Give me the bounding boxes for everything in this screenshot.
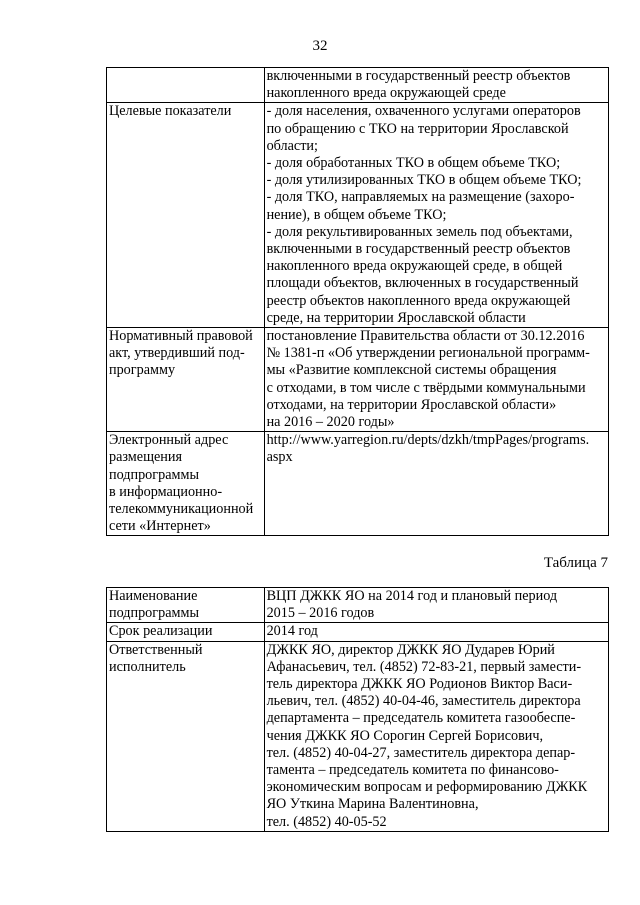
cell-text-line: мы «Развитие комплексной системы обращения xyxy=(266,362,557,379)
row-label-cell xyxy=(107,432,265,536)
row-label-cell xyxy=(107,623,265,641)
cell-text-line: 2014 год xyxy=(266,623,318,640)
cell-text-line: тел. (4852) 40-04-27, заместитель директора депар- xyxy=(266,744,576,761)
table-row xyxy=(107,623,609,641)
cell-text-line: на 2016 – 2020 годы» xyxy=(266,414,395,431)
table-7-body xyxy=(107,588,609,832)
row-label-cell xyxy=(107,103,265,328)
cell-text-line: нение), в общем объеме ТКО; xyxy=(266,206,447,223)
table-row xyxy=(107,588,609,623)
cell-text-line: Электронный адрес xyxy=(109,432,229,449)
cell-text-line: подпрограммы xyxy=(109,466,199,483)
cell-text-line: Нормативный правовой xyxy=(109,328,253,345)
cell-text-line: акт, утвердивший под- xyxy=(109,345,245,362)
table-row xyxy=(107,103,609,328)
cell-text-line: программу xyxy=(109,362,176,379)
cell-text-line: телекоммуникационной xyxy=(109,501,254,518)
cell-text-line: департамента – председатель комитета газообеспе- xyxy=(266,710,576,727)
cell-text-line: - доля рекультивированных земель под объектами, xyxy=(266,223,573,240)
table-row xyxy=(107,641,609,831)
row-value-cell xyxy=(264,588,608,623)
cell-text-line: 2015 – 2016 годов xyxy=(266,605,375,622)
row-value-cell xyxy=(264,68,608,103)
row-value-cell xyxy=(264,641,608,831)
cell-text-line: Афанасьевич, тел. (4852) 72-83-21, первый замести- xyxy=(266,658,582,675)
table-6 xyxy=(106,67,609,536)
cell-text-line: льевич, тел. (4852) 40-04-46, заместитель директора xyxy=(266,693,581,710)
cell-text-line: включенными в государственный реестр объектов xyxy=(266,68,571,84)
row-value-cell xyxy=(264,103,608,328)
cell-text-line: реестр объектов накопленного вреда окружающей xyxy=(266,292,571,309)
row-label-cell xyxy=(107,641,265,831)
cell-text-line: с отходами, в том числе с твёрдыми коммунальными xyxy=(266,379,586,396)
cell-text-line: Ответственный xyxy=(109,641,203,658)
cell-text-line: - доля ТКО, направляемых на размещение (захоро- xyxy=(266,189,575,206)
row-label-cell xyxy=(107,588,265,623)
row-value-cell xyxy=(264,328,608,432)
cell-text-line: подпрограммы xyxy=(109,605,199,622)
cell-text-line: отходами, на территории Ярославской области» xyxy=(266,396,557,413)
page-number: 32 xyxy=(312,38,328,54)
cell-text-line: экономическим вопросам и реформированию ДЖКК xyxy=(266,779,588,796)
cell-text-line: - доля обработанных ТКО в общем объеме ТКО; xyxy=(266,155,561,172)
cell-text-line: ЯО Уткина Марина Валентиновна, xyxy=(266,796,479,813)
cell-text-line: тель директора ДЖКК ЯО Родионов Виктор Васи- xyxy=(266,676,573,693)
cell-text-line: aspx xyxy=(266,449,293,466)
cell-text-line: - доля утилизированных ТКО в общем объеме ТКО; xyxy=(266,172,582,189)
cell-text-line: размещения xyxy=(109,449,183,466)
cell-text-line: Срок реализации xyxy=(109,623,213,640)
row-label-cell xyxy=(107,68,265,103)
cell-text-line: сети «Интернет» xyxy=(109,518,211,535)
cell-text-line: исполнитель xyxy=(109,658,186,675)
row-value-cell xyxy=(264,623,608,641)
table-7 xyxy=(106,587,609,832)
cell-text-line: области; xyxy=(266,137,318,154)
cell-text-line: тамента – председатель комитета по финансово- xyxy=(266,762,559,779)
table-6-body xyxy=(107,68,609,536)
cell-text-line: площади объектов, включенных в государственный xyxy=(266,275,579,292)
cell-text-line: чения ДЖКК ЯО Сорогин Сергей Борисович, xyxy=(266,727,544,744)
table-row xyxy=(107,68,609,103)
table-row xyxy=(107,328,609,432)
table-7-caption: Таблица 7 xyxy=(543,555,608,571)
table-row xyxy=(107,432,609,536)
cell-text-line: ВЦП ДЖКК ЯО на 2014 год и плановый период xyxy=(266,588,558,604)
cell-text-line: - доля населения, охваченного услугами операторов xyxy=(266,103,581,120)
cell-text-line: № 1381-п «Об утверждении региональной программ- xyxy=(266,345,590,362)
cell-text-line: Целевые показатели xyxy=(109,103,232,120)
cell-text-line: тел. (4852) 40-05-52 xyxy=(266,813,387,830)
cell-text-line: среде, на территории Ярославской области xyxy=(266,309,526,326)
cell-text-line: http://www.yarregion.ru/depts/dzkh/tmpPages/programs. xyxy=(266,432,590,449)
row-label-cell xyxy=(107,328,265,432)
cell-text-line: в информационно- xyxy=(109,483,223,500)
cell-text-line: накопленного вреда окружающей среде, в общей xyxy=(266,258,563,275)
row-value-cell xyxy=(264,432,608,536)
cell-text-line: ДЖКК ЯО, директор ДЖКК ЯО Дударев Юрий xyxy=(266,641,555,658)
cell-text-line: по обращению с ТКО на территории Ярославской xyxy=(266,120,569,137)
cell-text-line: постановление Правительства области от 30.12.2016 xyxy=(266,328,585,345)
cell-text-line: включенными в государственный реестр объектов xyxy=(266,241,571,258)
cell-text-line: Наименование xyxy=(109,588,198,604)
cell-text-line: накопленного вреда окружающей среде xyxy=(266,85,506,102)
